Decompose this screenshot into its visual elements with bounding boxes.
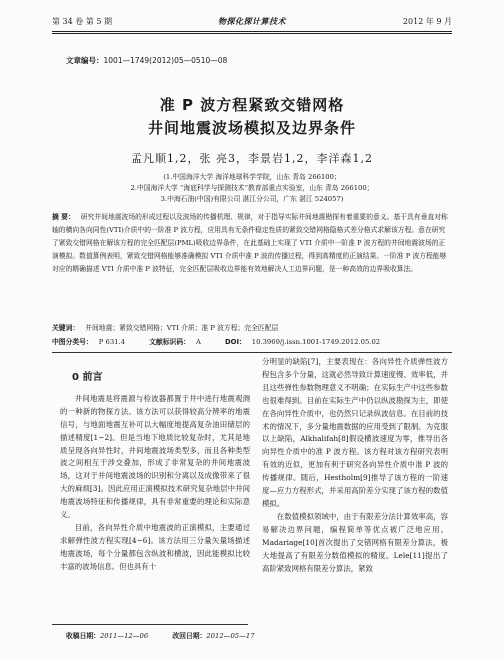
footnote-dates [66, 630, 277, 640]
title-line-2: 井间地震波场模拟及边界条件 [147, 119, 356, 137]
abstract-text: 研究井间地震波场的形成过程以及波场的传播机理、规律，对于指导实际井间地震勘探有着重要的意义。基于具有垂直对称轴的横向各向同性(VTI)介质中的一阶准 P 波方程，应用具有无条件稳定性质的紧致交错网格隐格式差分格式求解该方程。意在研究了紧致交错网格在解该方程的完全匹配层(PML)吸收边界条件，在此基础上实现了 VTI 介质中一阶准 P 波方程的井间地震波场的正演模拟。数值算例表明，紧致交错网格能够准确模拟 VTI 介质中准 P 波的传播过程，得到高精度的正演结果。一阶准 P 波方程能够对应的精确描述 VTI 介质中准 P 波特征，完全匹配层吸收边界能有效地解决人工边界问题，是一种高效的边界吸收算法。 [52, 213, 448, 273]
clc-value: P 631.4 [98, 338, 125, 346]
abstract [52, 211, 452, 276]
affiliation-1: (1.中国海洋大学 海洋地球科学学院，山东 青岛 266100； [163, 173, 341, 181]
doi-value: 10.3969/j.issn.1001-1749.2012.05.02 [251, 338, 381, 346]
affiliation-3: 3.中海石油(中国)有限公司 湛江分公司，广东 湛江 524057) [160, 195, 344, 203]
revised-date: 改回日期：2012—05—17 [172, 632, 255, 640]
running-header [52, 16, 452, 30]
footnote-rule [52, 624, 248, 625]
header-journal: 物探化探计算技术 [218, 16, 286, 26]
keywords-text: 井间地震；紧致交错网格；VTI 介质；准 P 波方程；完全匹配层 [85, 324, 279, 332]
article-number-label: 文章编号： [66, 56, 104, 65]
keywords [52, 322, 452, 335]
article-number [66, 55, 227, 66]
doi-label: DOI： [225, 338, 246, 346]
doc-code-value: A [195, 338, 201, 346]
title-line-1: 准 P 波方程紧致交错网格 [159, 96, 345, 114]
doc-code-label: 文献标识码： [149, 338, 190, 346]
section-heading: 0 前言 [72, 372, 103, 383]
affiliation-2: 2.中国海洋大学 “海底科学与探测技术”教育部重点实验室，山东 青岛 266100； [130, 184, 374, 192]
authors: 孟凡顺1,2，张 亮3，李景岩1,2，李洋森1,2 [131, 152, 373, 165]
left-column [60, 356, 250, 574]
header-volume: 第 34 卷 第 5 期 [52, 17, 112, 26]
right-paragraph-2: 在数值模拟领域中，由于有限差分法计算效率高，容易解决边界问题，编程简单等优点被广泛地应用。Madariage[10]首次提出了交错网格有限差分算法，极大地提高了有限差分数值模拟的精度。Lele[11]提出了高阶紧致网格有限差分算法，紧致 [262, 511, 448, 573]
header-rule [52, 31, 452, 32]
left-paragraph-2: 目前，各向异性介质中地震波的正演模拟，主要通过求解弹性波方程实现[4~6]。该方法用三分量矢量场描述地震波场，每个分量都包含纵波和横波，因此能模拟比较丰富的波场信息。但也具有十 [60, 522, 250, 571]
keywords-label: 关键词： [52, 324, 80, 332]
classification-line [52, 336, 452, 349]
left-paragraph-1: 井间地震是将震源与检波器都置于井中进行地震观测的一种新的物探方法。该方法可以获得较高分辨率的地震信号，与地面地震互补可以大幅度地提高复杂油田储层的描述精度[1~2]。但是当地下地质比较复杂时，尤其是地质呈现各向异性时，井间地震波场类型多，而且各种类型波之间相互干涉交叠加，形成了非常复杂的井间地震波场，这对于井间地震波场的识别和分离以及成像带来了很大的麻烦[3]。因此应用正演模拟技术研究复杂地层中井间地震波场特征和传播规律，具有非常重要的理论和实际意义。 [60, 393, 250, 520]
header-date: 2012 年 9 月 [402, 17, 452, 26]
article-number-value: 1001—1749(2012)05—0510—08 [103, 56, 228, 65]
header-rule-thin [52, 33, 452, 34]
received-date: 收稿日期：2011—12—06 [66, 632, 149, 640]
section-divider [52, 352, 452, 353]
right-paragraph-1: 分明显的缺陷[7]，主要表现在：各向异性介质弹性波方程包含多个分量，这就必然导致计算速度慢、效率低，并且这些弹性参数物理意义不明确；在实际生产中这些参数也很难得到。目前在实际生产中仍以纵波勘探为主，即使在各向异性介质中，也仍然只记录纵波信息。在目前的技术的情况下，多分量地震数据的应用受到了限制。为克服以上缺陷，Alkhalifah[8]假设横波速度为零，推导出各向异性介质中的准 P 波方程。该方程对该方程研究表明有效的近似，更加有利于研究各向异性介质中准 P 波的传播规律。随后，Hestholm[9]推导了该方程的一阶速度—应力方程形式，并采用高阶差分实现了该方程的数值模拟。 [262, 357, 448, 508]
right-column [262, 356, 448, 575]
abstract-label: 摘 要： [52, 213, 75, 221]
clc-label: 中图分类号： [52, 338, 93, 346]
